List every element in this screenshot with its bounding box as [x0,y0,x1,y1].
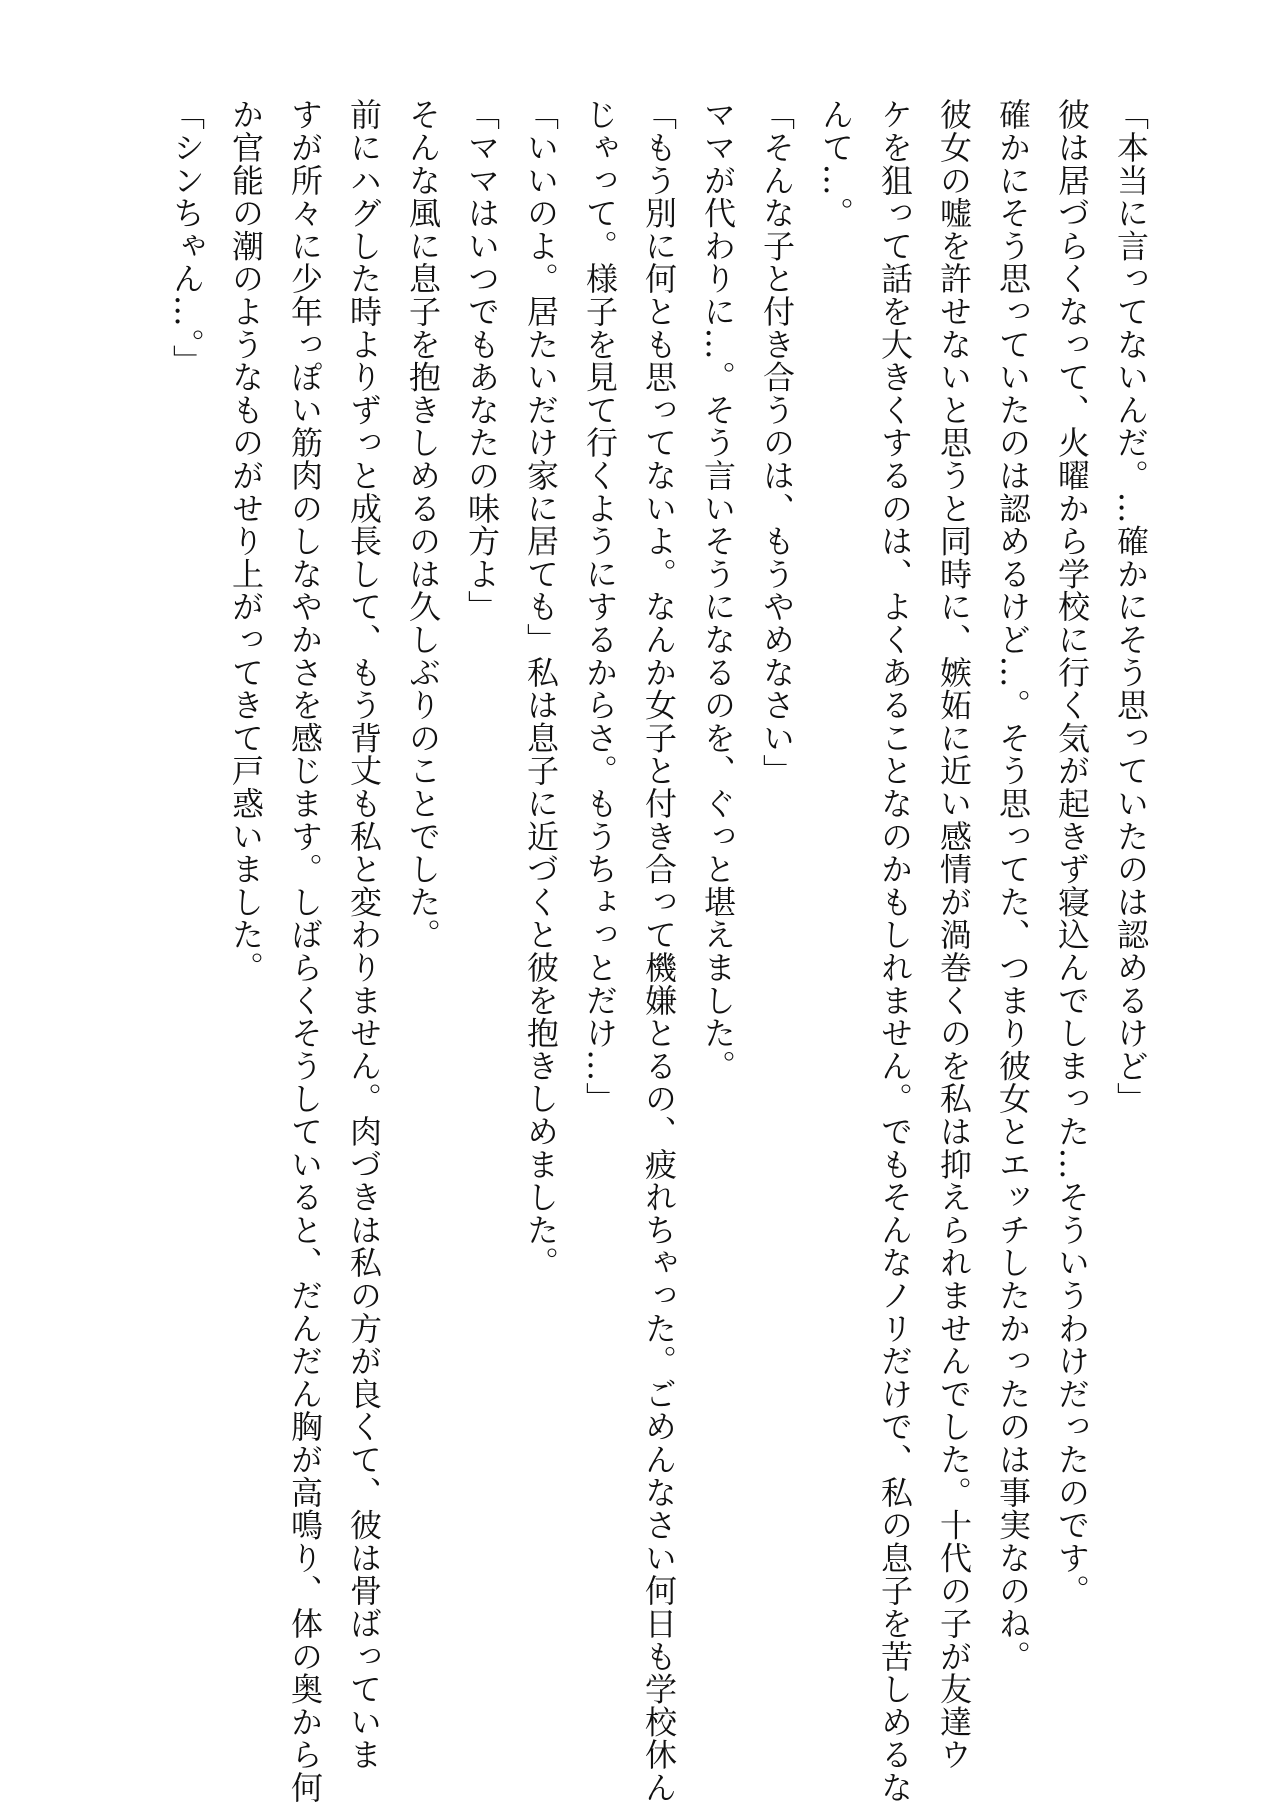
text-line: 「いいのよ。居たいだけ家に居ても」私は息子に近づくと彼を抱きしめました。 [522,98,560,1279]
text-line: そんな風に息子を抱きしめるのは久しぶりのことでした。 [404,98,442,951]
text-line: 彼女の嘘を許せないと思うと同時に、嫉妬に近い感情が渦巻くのを私は抑えられませんでした。十代の子が友達ウ [935,98,973,1771]
text-line: 「本当に言ってないんだ。…確かにそう思っていたのは認めるけど」 [1112,98,1150,1115]
text-line: すが所々に少年っぽい筋肉のしなやかさを感じます。しばらくそうしていると、だんだん胸が高鳴り、体の奥から何 [286,98,324,1804]
text-line: 「もう別に何とも思ってないよ。なんか女子と付き合って機嫌とるの、疲れちゃった。ごめんなさい何日も学校休ん [640,98,678,1804]
text-line: 確かにそう思っていたのは認めるけど…。そう思ってた、つまり彼女とエッチしたかったのは事実なのね。 [994,98,1032,1673]
text-line: んて…。 [817,98,855,230]
text-line: じゃって。様子を見て行くようにするからさ。もうちょっとだけ…」 [581,98,619,1115]
vertical-text-body [157,98,1160,1804]
text-line: 「ママはいつでもあなたの味方よ」 [463,98,501,623]
text-line: ママが代わりに…。そう言いそうになるのを、ぐっと堪えました。 [699,98,737,1082]
text-line: 「そんな子と付き合うのは、もうやめなさい」 [758,98,796,787]
text-line: 前にハグした時よりずっと成長して、もう背丈も私と変わりません。肉づきは私の方が良くて、彼は骨ばっていま [345,98,383,1771]
text-line: ケを狙って話を大きくするのは、よくあることなのかもしれません。でもそんなノリだけで、私の息子を苦しめるな [876,98,914,1804]
text-line: 彼は居づらくなって、火曜から学校に行く気が起きず寝込んでしまった…そういうわけだったのです。 [1053,98,1091,1607]
text-line: か官能の潮のようなものがせり上がってきて戸惑いました。 [227,98,265,984]
text-line: 「シンちゃん…。」 [168,98,206,378]
